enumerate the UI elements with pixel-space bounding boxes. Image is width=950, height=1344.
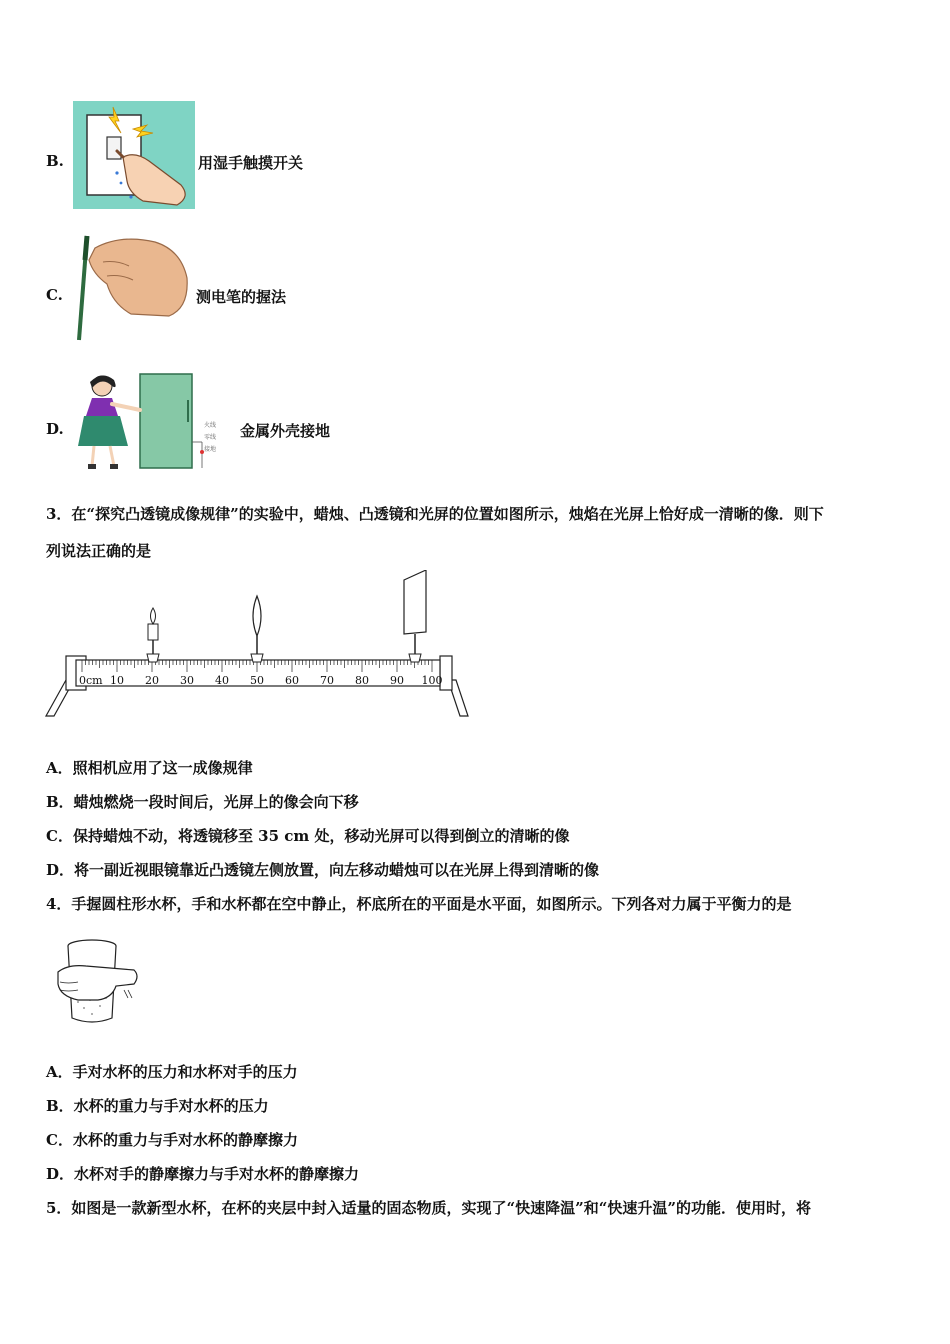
ruler-tick-label: 10 (110, 674, 124, 687)
ruler-tick-label: 50 (250, 674, 264, 687)
wire-label-ground: 接地 (204, 446, 217, 453)
candle (147, 608, 159, 662)
ruler-tick-label: 100 (421, 674, 443, 687)
ruler-tick-label: 40 (215, 674, 229, 687)
ruler-tick-label: 70 (320, 674, 334, 687)
question-4-stem: 4．手握圆柱形水杯，手和水杯都在空中静止，杯底所在的平面是水平面，如图所示。下列各对力属于平衡力的是 (46, 895, 792, 913)
option-letter: C. (46, 286, 63, 304)
ruler-tick-label: 90 (390, 674, 404, 687)
wet-hand-switch-illustration (73, 101, 195, 209)
ruler-tick-label: 80 (355, 674, 369, 687)
question-3-option-d: D．将一副近视眼镜靠近凸透镜左侧放置，向左移动蜡烛可以在光屏上得到清晰的像 (46, 861, 600, 879)
ruler-tick-label: 0cm (79, 674, 103, 687)
light-screen (404, 570, 426, 662)
question-5-stem: 5．如图是一款新型水杯，在杯的夹层中封入适量的固态物质，实现了“快速降温”和“快速升温”的功能．使用时，将 (46, 1199, 811, 1217)
wire-labels (204, 420, 216, 456)
question-3-option-a: A．照相机应用了这一成像规律 (46, 759, 253, 777)
question-3-stem-line2: 列说法正确的是 (46, 542, 152, 560)
question-4-option-b: B．水杯的重力与手对水杯的压力 (46, 1097, 269, 1115)
test-pen-grip-illustration (73, 234, 189, 342)
ruler-tick-label: 30 (180, 674, 194, 687)
question-4-option-d: D．水杯对手的静摩擦力与手对水杯的静摩擦力 (46, 1165, 360, 1183)
option-caption: 用湿手触摸开关 (198, 154, 304, 172)
option-caption: 测电笔的握法 (196, 288, 287, 306)
ruler-tick-label: 20 (145, 674, 159, 687)
question-3-option-c: C．保持蜡烛不动，将透镜移至 35 cm 处，移动光屏可以得到倒立的清晰的像 (46, 827, 570, 845)
optical-bench-diagram (44, 570, 472, 720)
question-4-option-a: A．手对水杯的压力和水杯对手的压力 (46, 1063, 298, 1081)
convex-lens (251, 596, 263, 662)
question-3-stem-line1: 3．在“探究凸透镜成像规律”的实验中，蜡烛、凸透镜和光屏的位置如图所示，烛焰在光屏上恰好成一清晰的像．则下 (46, 505, 824, 523)
wire-label-neutral: 零线 (204, 434, 217, 441)
option-letter: D. (46, 420, 64, 438)
hand-holding-cup-illustration (54, 936, 140, 1026)
question-3-option-b: B．蜡烛燃烧一段时间后，光屏上的像会向下移 (46, 793, 359, 811)
question-4-option-c: C．水杯的重力与手对水杯的静摩擦力 (46, 1131, 298, 1149)
girl-fridge-grounding-illustration (78, 372, 234, 476)
ruler-tick-label: 60 (285, 674, 299, 687)
wire-label-live: 火线 (204, 422, 217, 429)
option-caption: 金属外壳接地 (240, 422, 331, 440)
option-letter: B. (46, 152, 64, 170)
